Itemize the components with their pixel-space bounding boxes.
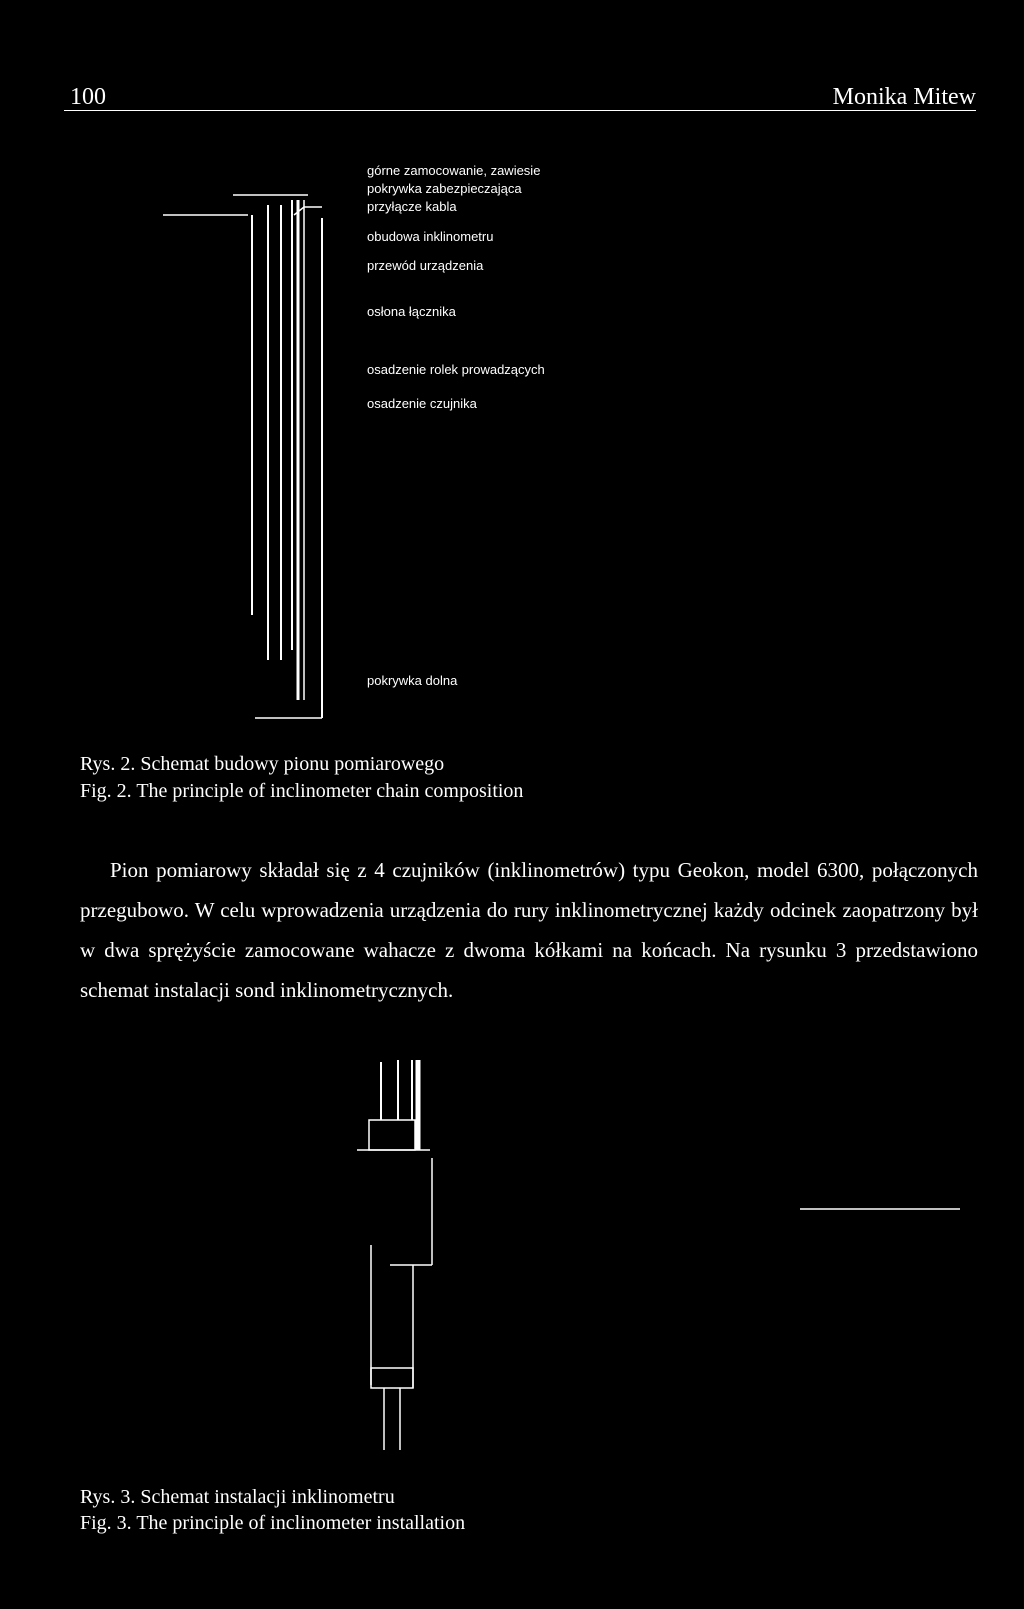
label-roller-mounting: osadzenie rolek prowadzących <box>367 362 545 377</box>
running-head-author: Monika Mitew <box>832 84 976 110</box>
label-inclinometer-housing: obudowa inklinometru <box>367 229 494 244</box>
page-number: 100 <box>70 84 106 110</box>
label-cable-connector: przyłącze kabla <box>367 199 457 214</box>
inclinometer-installation-drawing <box>0 1050 1024 1470</box>
figure2-caption-pl: Rys. 2. Schemat budowy pionu pomiarowego <box>80 753 445 775</box>
inclinometer-chain-drawing <box>0 0 1024 760</box>
figure3-caption-pl: Rys. 3. Schemat instalacji inklinometru <box>80 1486 395 1508</box>
label-bottom-cover: pokrywka dolna <box>367 673 458 688</box>
label-device-cable: przewód urządzenia <box>367 258 484 273</box>
label-sensor-mounting: osadzenie czujnika <box>367 396 477 411</box>
label-top-mount: górne zamocowanie, zawiesie <box>367 163 541 178</box>
figure3-caption-en: Fig. 3. The principle of inclinometer installation <box>80 1512 466 1534</box>
body-paragraph: Pion pomiarowy składał się z 4 czujników (inklinometrów) typu Geokon, model 6300, połączonych przegubowo. W celu wprowadzenia urządzenia do rury inklinometrycznej każdy odcinek zaopatrzony był w dwa sprężyście zamocowane wahacze z dwoma kółkami na końcach. Na rysunku 3 przedstawiono schemat instalacji sond inklinometrycznych. <box>80 858 978 1002</box>
figure2-caption-en: Fig. 2. The principle of inclinometer chain composition <box>80 780 524 802</box>
label-protective-cover: pokrywka zabezpieczająca <box>367 181 522 196</box>
label-connector-shield: osłona łącznika <box>367 304 456 319</box>
